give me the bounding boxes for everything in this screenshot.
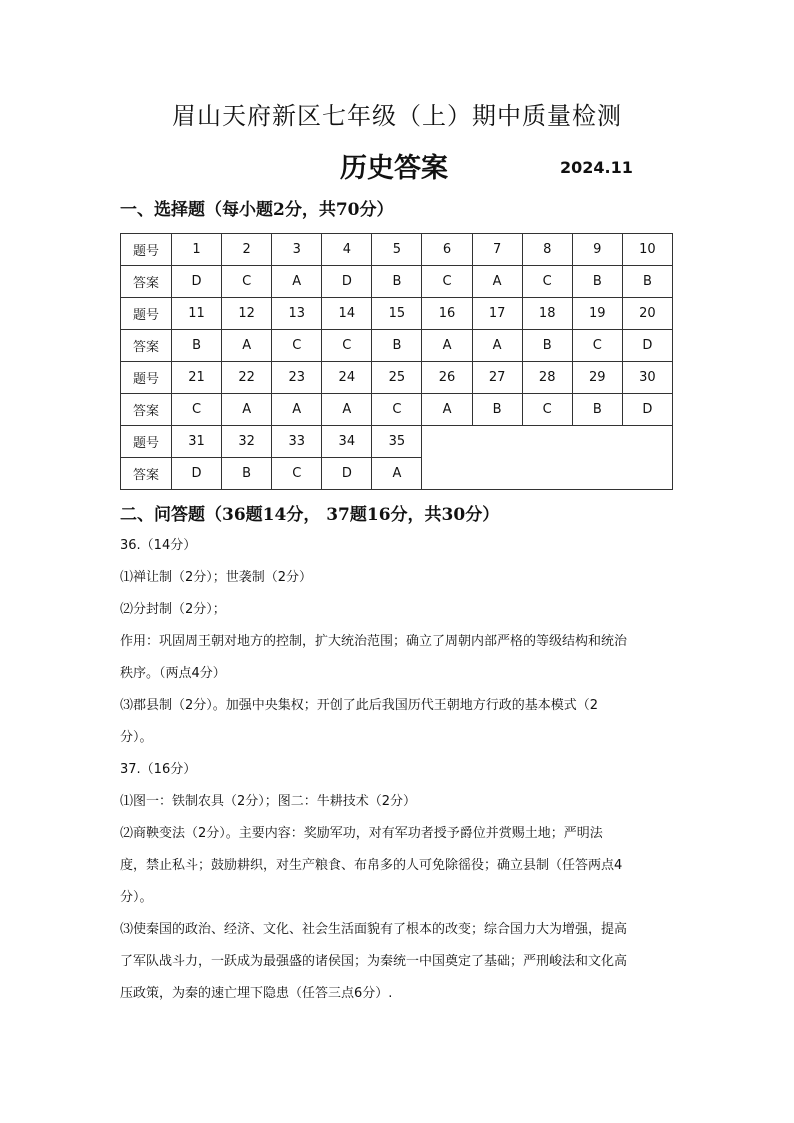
answer-cell: B xyxy=(372,330,422,362)
answer-cell: B xyxy=(572,394,622,426)
document-subtitle: 历史答案 xyxy=(340,153,448,184)
answer-table xyxy=(120,233,673,490)
row-label: 题号 xyxy=(121,298,172,330)
answer-cell: D xyxy=(622,394,672,426)
question-number-cell: 31 xyxy=(172,426,222,458)
question-number-cell: 11 xyxy=(172,298,222,330)
answer-line: 分）。 xyxy=(120,890,153,905)
question-number-cell: 9 xyxy=(572,234,622,266)
answer-line: 秩序。（两点4分） xyxy=(120,666,226,681)
answer-line: 了军队战斗力，一跃成为最强盛的诸侯国；为秦统一中国奠定了基础；严刑峻法和文化高 xyxy=(120,954,628,969)
section-heading-qa: 二、问答题（36题14分， 37题16分，共30分） xyxy=(120,505,500,525)
question-number-row xyxy=(121,426,673,458)
answer-cell: C xyxy=(172,394,222,426)
answer-row xyxy=(121,394,673,426)
answer-cell: D xyxy=(322,266,372,298)
answer-cell: B xyxy=(522,330,572,362)
answer-line: ⑴图一：铁制农具（2分）；图二：牛耕技术（2分） xyxy=(120,794,417,809)
answer-cell: A xyxy=(472,266,522,298)
answer-line: ⑶使秦国的政治、经济、文化、社会生活面貌有了根本的改变；综合国力大为增强，提高 xyxy=(120,922,628,937)
question-number-cell: 7 xyxy=(472,234,522,266)
question-number-cell: 25 xyxy=(372,362,422,394)
question-number-row xyxy=(121,298,673,330)
question-number-cell: 35 xyxy=(372,426,422,458)
question-number-cell: 32 xyxy=(222,426,272,458)
document-title: 眉山天府新区七年级（上）期中质量检测 xyxy=(172,102,622,130)
question-number-cell: 6 xyxy=(422,234,472,266)
row-label: 题号 xyxy=(121,426,172,458)
question-number-cell: 28 xyxy=(522,362,572,394)
answer-cell: C xyxy=(222,266,272,298)
question-number-cell: 12 xyxy=(222,298,272,330)
answer-row xyxy=(121,330,673,362)
question-number-cell: 3 xyxy=(272,234,322,266)
document-date: 2024.11 xyxy=(560,158,633,177)
question-number-cell: 18 xyxy=(522,298,572,330)
answer-line: 作用：巩固周王朝对地方的控制，扩大统治范围；确立了周朝内部严格的等级结构和统治 xyxy=(120,634,628,649)
answer-cell: B xyxy=(222,458,272,490)
row-label: 答案 xyxy=(121,458,172,490)
answer-cell: C xyxy=(422,266,472,298)
answer-cell: A xyxy=(472,330,522,362)
answer-line: ⑶郡县制（2分）。加强中央集权；开创了此后我国历代王朝地方行政的基本模式（2 xyxy=(120,698,599,713)
answer-cell: D xyxy=(622,330,672,362)
answer-cell: D xyxy=(172,266,222,298)
question-number-cell: 13 xyxy=(272,298,322,330)
question-number-cell: 26 xyxy=(422,362,472,394)
answer-cell: B xyxy=(172,330,222,362)
question-number-row xyxy=(121,362,673,394)
answer-cell: D xyxy=(172,458,222,490)
question-number-cell: 4 xyxy=(322,234,372,266)
row-label: 题号 xyxy=(121,234,172,266)
question-number-cell: 17 xyxy=(472,298,522,330)
empty-cell xyxy=(422,426,673,490)
answer-line: 度，禁止私斗；鼓励耕织，对生产粮食、布帛多的人可免除徭役；确立县制（任答两点4 xyxy=(120,858,623,873)
row-label: 答案 xyxy=(121,266,172,298)
answer-cell: A xyxy=(272,266,322,298)
answer-row xyxy=(121,266,673,298)
answer-cell: C xyxy=(372,394,422,426)
answer-cell: C xyxy=(522,266,572,298)
answer-cell: C xyxy=(272,458,322,490)
question-number-cell: 24 xyxy=(322,362,372,394)
answer-line: ⑵商鞅变法（2分）。主要内容：奖励军功，对有军功者授予爵位并赏赐土地；严明法 xyxy=(120,826,603,841)
answer-cell: B xyxy=(472,394,522,426)
answer-line: ⑴禅让制（2分）；世袭制（2分） xyxy=(120,570,313,585)
answer-line: 36.（14分） xyxy=(120,538,197,553)
question-number-cell: 2 xyxy=(222,234,272,266)
answer-line: 37.（16分） xyxy=(120,762,197,777)
question-number-cell: 5 xyxy=(372,234,422,266)
question-number-cell: 33 xyxy=(272,426,322,458)
question-number-cell: 19 xyxy=(572,298,622,330)
section-heading-choice: 一、选择题（每小题2分，共70分） xyxy=(120,200,394,220)
answer-cell: C xyxy=(322,330,372,362)
answer-cell: A xyxy=(222,394,272,426)
answer-cell: A xyxy=(272,394,322,426)
answer-cell: B xyxy=(372,266,422,298)
answer-cell: C xyxy=(522,394,572,426)
row-label: 题号 xyxy=(121,362,172,394)
answer-line: 压政策，为秦的速亡埋下隐患（任答三点6分）. xyxy=(120,986,393,1001)
answer-cell: B xyxy=(572,266,622,298)
question-number-cell: 10 xyxy=(622,234,672,266)
answer-cell: A xyxy=(422,394,472,426)
answer-cell: C xyxy=(272,330,322,362)
question-number-cell: 29 xyxy=(572,362,622,394)
answer-cell: A xyxy=(222,330,272,362)
question-number-cell: 22 xyxy=(222,362,272,394)
row-label: 答案 xyxy=(121,330,172,362)
question-number-cell: 34 xyxy=(322,426,372,458)
answer-cell: A xyxy=(322,394,372,426)
question-number-cell: 15 xyxy=(372,298,422,330)
question-number-row xyxy=(121,234,673,266)
row-label: 答案 xyxy=(121,394,172,426)
answer-cell: A xyxy=(422,330,472,362)
answer-cell: D xyxy=(322,458,372,490)
question-number-cell: 20 xyxy=(622,298,672,330)
question-number-cell: 21 xyxy=(172,362,222,394)
answer-cell: C xyxy=(572,330,622,362)
question-number-cell: 1 xyxy=(172,234,222,266)
answer-line: ⑵分封制（2分）； xyxy=(120,602,226,617)
question-number-cell: 14 xyxy=(322,298,372,330)
question-number-cell: 16 xyxy=(422,298,472,330)
answer-cell: B xyxy=(622,266,672,298)
question-number-cell: 27 xyxy=(472,362,522,394)
question-number-cell: 23 xyxy=(272,362,322,394)
question-number-cell: 8 xyxy=(522,234,572,266)
answer-line: 分）。 xyxy=(120,730,153,745)
answer-cell: A xyxy=(372,458,422,490)
qa-answers xyxy=(120,530,680,1010)
question-number-cell: 30 xyxy=(622,362,672,394)
